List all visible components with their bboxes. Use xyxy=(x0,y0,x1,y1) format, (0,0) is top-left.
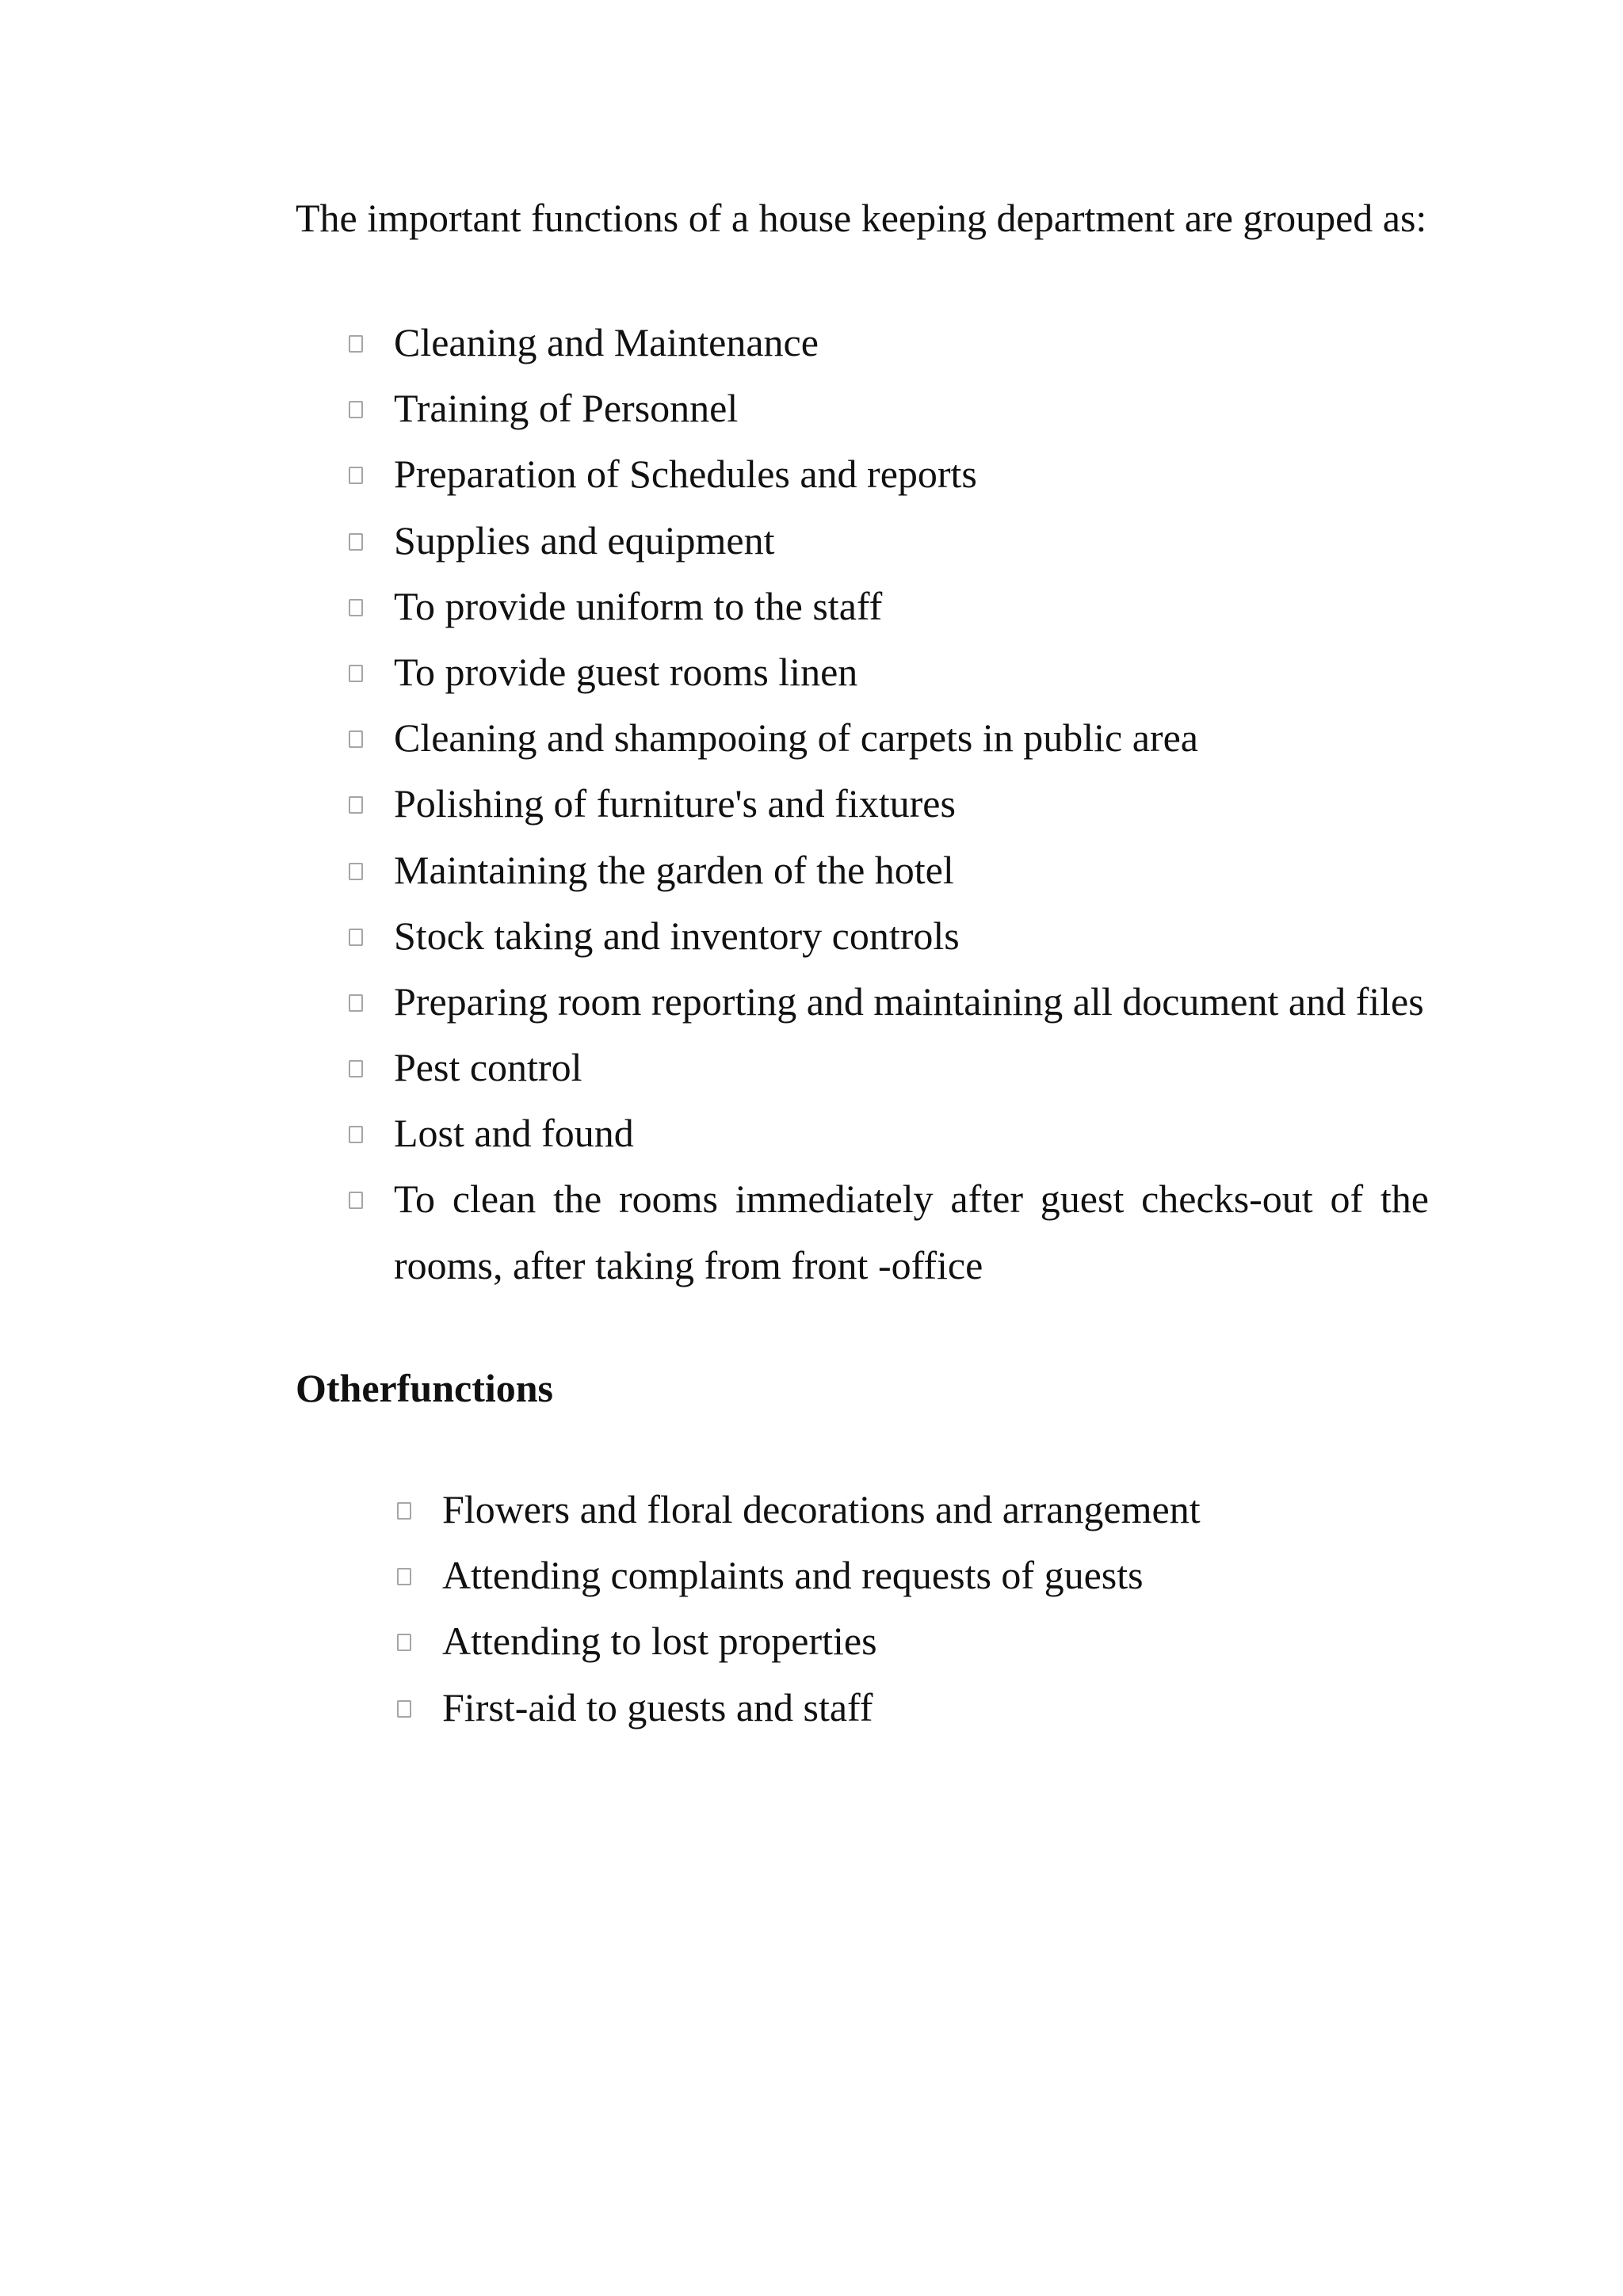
box-bullet-icon xyxy=(349,335,363,353)
list-item xyxy=(394,310,1429,376)
main-functions-list xyxy=(394,310,1429,1299)
box-bullet-icon xyxy=(349,401,363,418)
list-item-text: To provide uniform to the staff xyxy=(394,583,883,628)
list-item-text: Training of Personnel xyxy=(394,386,739,431)
box-bullet-icon xyxy=(397,1568,411,1585)
list-item-text: Attending complaints and requests of guests xyxy=(442,1553,1144,1598)
list-item xyxy=(442,1675,1429,1741)
list-item xyxy=(442,1477,1429,1543)
intro-paragraph: The important functions of a house keeping department are grouped as: xyxy=(296,196,1427,240)
list-item xyxy=(394,1035,1429,1100)
list-item-text: Flowers and floral decorations and arrangement xyxy=(442,1487,1201,1531)
list-item-text: First-aid to guests and staff xyxy=(442,1684,873,1730)
list-item-text: Stock taking and inventory controls xyxy=(394,913,960,958)
list-item-text: Preparation of Schedules and reports xyxy=(394,452,977,497)
other-functions-heading: Otherfunctions xyxy=(296,1366,553,1410)
list-item-text: Polishing of furniture's and fixtures xyxy=(394,781,956,826)
box-bullet-icon xyxy=(349,1060,363,1077)
box-bullet-icon xyxy=(349,1192,363,1209)
box-bullet-icon xyxy=(349,467,363,484)
list-item-text: Attending to lost properties xyxy=(442,1619,877,1664)
list-item xyxy=(394,639,1429,705)
box-bullet-icon xyxy=(349,994,363,1012)
box-bullet-icon xyxy=(397,1634,411,1651)
list-item xyxy=(394,441,1429,507)
list-item xyxy=(394,574,1429,639)
box-bullet-icon xyxy=(349,730,363,748)
list-item xyxy=(442,1608,1429,1674)
list-item-text: Cleaning and Maintenance xyxy=(394,320,819,364)
list-item-text: Maintaining the garden of the hotel xyxy=(394,847,954,892)
list-item-text: Pest control xyxy=(394,1045,582,1090)
box-bullet-icon xyxy=(349,533,363,551)
box-bullet-icon xyxy=(397,1502,411,1520)
box-bullet-icon xyxy=(349,796,363,814)
list-item xyxy=(394,771,1429,837)
box-bullet-icon xyxy=(397,1700,411,1718)
box-bullet-icon xyxy=(349,665,363,682)
list-item xyxy=(394,903,1429,969)
list-item-text: To clean the rooms immediately after guest checks-out of the rooms, after taking from front -office xyxy=(394,1177,1429,1287)
other-functions-list xyxy=(442,1477,1429,1741)
list-item xyxy=(394,969,1429,1035)
box-bullet-icon xyxy=(349,1126,363,1143)
box-bullet-icon xyxy=(349,599,363,616)
list-item xyxy=(394,1100,1429,1166)
list-item-text: To provide guest rooms linen xyxy=(394,649,858,694)
list-item xyxy=(394,1166,1429,1298)
list-item-text: Supplies and equipment xyxy=(394,517,775,563)
list-item xyxy=(394,376,1429,441)
list-item xyxy=(442,1543,1429,1608)
list-item-text: Lost and found xyxy=(394,1111,634,1156)
list-item xyxy=(394,837,1429,903)
list-item-text: Preparing room reporting and maintaining all document and files xyxy=(394,978,1424,1024)
list-item xyxy=(394,508,1429,574)
list-item-text: Cleaning and shampooing of carpets in public area xyxy=(394,715,1198,761)
box-bullet-icon xyxy=(349,863,363,880)
list-item xyxy=(394,705,1429,771)
box-bullet-icon xyxy=(349,929,363,946)
